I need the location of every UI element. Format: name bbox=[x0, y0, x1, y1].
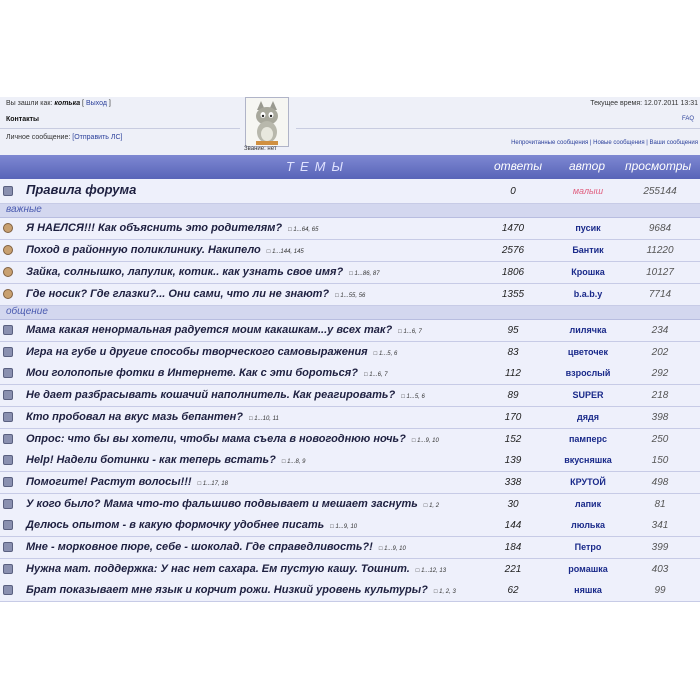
page-links[interactable]: □ 1...9, 10 bbox=[411, 437, 439, 444]
topic-row[interactable] bbox=[0, 494, 700, 516]
page-numbers[interactable]: 1...55, 56 bbox=[340, 293, 366, 299]
pm-label: Личное сообщение: bbox=[6, 134, 71, 141]
topic-title-text[interactable]: Поход в районную поликлинику. Накипело bbox=[26, 244, 261, 256]
topic-title-text[interactable]: Помогите! Растут волосы!!! bbox=[26, 475, 192, 488]
page-links[interactable]: □ 1...144, 145 bbox=[266, 249, 304, 255]
page-links[interactable]: □ 1...17, 18 bbox=[197, 480, 228, 487]
message-links[interactable]: Непрочитанные сообщения | Новые сообщения | Ваши сообщения bbox=[511, 140, 698, 146]
view-count: 255144 bbox=[643, 186, 677, 197]
topic-title[interactable] bbox=[26, 498, 439, 510]
topic-title[interactable] bbox=[26, 584, 456, 596]
topic-title-text[interactable]: Брат показывает мне язык и корчит рожи. Низкий уровень культуры? bbox=[26, 584, 428, 597]
topic-author[interactable]: взрослый bbox=[565, 368, 611, 379]
view-count: 218 bbox=[651, 390, 669, 402]
topic-author[interactable]: цветочек bbox=[567, 346, 609, 357]
page-links[interactable]: □ 1...6, 7 bbox=[363, 372, 388, 379]
topic-title[interactable] bbox=[26, 244, 304, 256]
page-links[interactable]: □ 1...5, 6 bbox=[401, 394, 425, 401]
view-count: 498 bbox=[651, 476, 669, 488]
topic-row[interactable] bbox=[0, 559, 700, 581]
reply-count: 62 bbox=[507, 585, 519, 597]
page-links[interactable]: □ 1, 2 bbox=[423, 502, 440, 509]
topic-row[interactable] bbox=[0, 407, 700, 429]
section-general bbox=[0, 306, 700, 320]
view-count: 81 bbox=[654, 498, 666, 510]
topic-row[interactable] bbox=[0, 385, 700, 407]
cat-avatar-icon bbox=[246, 98, 288, 146]
topic-author[interactable]: пусик bbox=[575, 223, 601, 233]
page-links[interactable]: □ 1...55, 56 bbox=[335, 293, 366, 299]
topic-title-text[interactable]: Зайка, солнышко, лапулик, котик.. как узнать свое имя? bbox=[26, 266, 344, 278]
topic-author[interactable]: b.a.b.y bbox=[573, 289, 603, 299]
contacts-label: Контакты bbox=[6, 116, 40, 123]
page-numbers[interactable]: 1...12, 13 bbox=[421, 567, 447, 574]
divider bbox=[296, 128, 700, 129]
view-count: 341 bbox=[651, 520, 669, 532]
topic-icon bbox=[3, 477, 13, 487]
reply-count: 112 bbox=[505, 368, 521, 380]
reply-count: 338 bbox=[504, 476, 522, 488]
reply-count: 152 bbox=[504, 433, 522, 445]
page-numbers[interactable]: 1...5, 6 bbox=[378, 350, 398, 357]
topic-icon bbox=[3, 412, 13, 422]
topic-author[interactable]: лилячка bbox=[569, 325, 607, 335]
topic-icon bbox=[3, 455, 13, 465]
topic-icon bbox=[3, 434, 13, 444]
topic-author[interactable]: люлька bbox=[571, 520, 605, 531]
topic-icon bbox=[3, 223, 13, 233]
page-links[interactable]: □ 1...6, 7 bbox=[398, 329, 422, 335]
topic-title[interactable] bbox=[26, 266, 380, 278]
rules-row[interactable] bbox=[0, 179, 700, 204]
view-count: 150 bbox=[651, 455, 669, 467]
view-count: 9684 bbox=[648, 223, 672, 234]
page-numbers[interactable]: 1, 2, 3 bbox=[439, 589, 456, 596]
reply-count: 1470 bbox=[501, 223, 525, 234]
topic-row[interactable] bbox=[0, 450, 700, 472]
topic-title-text[interactable]: Мама какая ненормальная радуется моим какашкам...у всех так? bbox=[26, 324, 393, 336]
reply-count: 95 bbox=[507, 325, 519, 336]
page-links[interactable]: □ 1...86, 87 bbox=[349, 271, 380, 277]
column-author: автор bbox=[569, 159, 606, 173]
topic-icon bbox=[3, 390, 13, 400]
view-count: 99 bbox=[654, 585, 666, 597]
reply-count: 2576 bbox=[501, 245, 525, 256]
topic-author[interactable]: памперс bbox=[568, 433, 608, 444]
topic-icon bbox=[3, 499, 13, 509]
topic-title[interactable] bbox=[26, 324, 422, 336]
topic-title[interactable] bbox=[26, 346, 397, 358]
topic-row[interactable] bbox=[0, 515, 700, 537]
topic-icon bbox=[3, 520, 13, 530]
forum-frame bbox=[0, 97, 700, 602]
column-topics: ТЕМЫ bbox=[286, 159, 349, 174]
topic-title-text[interactable]: Я НАЕЛСЯ!!! Как объяснить это родителям? bbox=[26, 222, 283, 234]
topic-title[interactable] bbox=[26, 563, 446, 575]
topic-title[interactable] bbox=[26, 519, 357, 531]
topic-title[interactable] bbox=[26, 367, 388, 379]
topic-icon bbox=[3, 267, 13, 277]
topic-row[interactable] bbox=[0, 363, 700, 385]
topic-author[interactable]: ромашка bbox=[568, 563, 608, 574]
view-count: 234 bbox=[651, 325, 669, 336]
page-numbers[interactable]: 1...10, 11 bbox=[254, 415, 279, 422]
page-numbers[interactable]: 1...6, 7 bbox=[369, 372, 388, 379]
rank-label: Звание: нет bbox=[244, 146, 277, 152]
topic-title-text[interactable]: У кого было? Мама что-то фальшиво подвывает и мешает заснуть bbox=[26, 497, 418, 510]
page-numbers[interactable]: 1...9, 10 bbox=[384, 546, 406, 552]
page-links[interactable]: □ 1...64, 65 bbox=[288, 227, 319, 233]
divider bbox=[0, 128, 240, 129]
topic-title-text[interactable]: Игра на губе и другие способы творческого самовыражения bbox=[26, 345, 368, 358]
topic-author[interactable]: лапик bbox=[574, 498, 602, 509]
topic-row[interactable] bbox=[0, 342, 700, 364]
topic-title-text[interactable]: Мне - морковное пюре, себе - шоколад. Где справедливость?! bbox=[26, 541, 373, 553]
page-numbers[interactable]: 1...5, 6 bbox=[406, 394, 425, 401]
reply-count: 184 bbox=[504, 542, 522, 553]
topic-title-text[interactable]: Не дает разбрасывать кошачий наполнитель. Как реагировать? bbox=[26, 389, 396, 402]
topic-row[interactable] bbox=[0, 320, 700, 342]
login-prefix: Вы зашли как: bbox=[6, 100, 53, 107]
page-numbers[interactable]: 1...6, 7 bbox=[403, 329, 422, 335]
topic-title[interactable] bbox=[26, 389, 425, 401]
avatar bbox=[245, 97, 289, 147]
topic-author[interactable]: SUPER bbox=[572, 390, 604, 401]
topic-icon bbox=[3, 347, 13, 357]
page-numbers[interactable]: 1...64, 65 bbox=[293, 227, 319, 233]
reply-count: 0 bbox=[510, 186, 516, 197]
page-links[interactable]: □ 1...8, 9 bbox=[281, 459, 306, 466]
topic-title-text[interactable]: Опрос: что бы вы хотели, чтобы мама съела в новогоднюю ночь? bbox=[26, 432, 406, 445]
page-numbers[interactable]: 1...9, 10 bbox=[335, 524, 358, 531]
reply-count: 89 bbox=[507, 390, 519, 402]
topic-row[interactable] bbox=[0, 472, 700, 494]
view-count: 292 bbox=[651, 368, 669, 380]
topic-author[interactable]: малыш bbox=[572, 186, 604, 196]
topic-title[interactable] bbox=[26, 433, 439, 445]
page-numbers[interactable]: 1...17, 18 bbox=[202, 480, 228, 487]
topic-author[interactable]: няшка bbox=[574, 585, 602, 596]
current-time: Текущее время: 12.07.2011 13:31 bbox=[590, 100, 698, 107]
topic-title-text[interactable]: Делюсь опытом - в какую формочку удобнее писать bbox=[26, 519, 325, 532]
topic-title[interactable] bbox=[26, 454, 305, 466]
topic-row[interactable] bbox=[0, 537, 700, 559]
view-count: 399 bbox=[651, 542, 669, 553]
topic-icon bbox=[3, 585, 13, 595]
view-count: 7714 bbox=[648, 289, 672, 300]
topic-title[interactable] bbox=[26, 222, 318, 234]
reply-count: 30 bbox=[507, 498, 519, 510]
logout-link[interactable]: Выход bbox=[85, 100, 107, 107]
topic-row[interactable] bbox=[0, 262, 700, 284]
reply-count: 1806 bbox=[501, 267, 525, 278]
page-links[interactable]: □ 1...5, 6 bbox=[373, 350, 398, 357]
topic-icon bbox=[3, 186, 13, 196]
column-replies: ответы bbox=[494, 159, 543, 173]
topic-row[interactable] bbox=[0, 284, 700, 306]
login-info: Вы зашли как: котька [ Выход ] bbox=[6, 100, 111, 107]
page-numbers[interactable]: 1...86, 87 bbox=[354, 271, 380, 277]
topic-title-text[interactable]: Где носик? Где глазки?... Они сами, что ли не знают? bbox=[26, 288, 330, 300]
page-numbers[interactable]: 1...144, 145 bbox=[272, 249, 304, 255]
topic-author[interactable]: Крошка bbox=[571, 267, 605, 277]
view-count: 202 bbox=[651, 346, 669, 358]
table-header bbox=[0, 155, 700, 179]
topic-author[interactable]: вкусняшка bbox=[564, 455, 612, 466]
topic-icon bbox=[3, 564, 13, 574]
view-count: 398 bbox=[651, 411, 669, 423]
reply-count: 1355 bbox=[501, 289, 525, 300]
page-links[interactable]: □ 1...12, 13 bbox=[415, 567, 447, 574]
page-links[interactable]: □ 1...10, 11 bbox=[248, 415, 279, 422]
topic-author[interactable]: Бантик bbox=[572, 245, 604, 255]
topic-author[interactable]: дядя bbox=[577, 411, 599, 422]
reply-count: 170 bbox=[504, 411, 522, 423]
pm-row bbox=[6, 134, 122, 141]
section-label: важные bbox=[6, 204, 42, 215]
topic-title[interactable] bbox=[26, 411, 279, 423]
faq-link[interactable]: FAQ bbox=[681, 116, 694, 122]
topic-title-text[interactable]: Кто пробовал на вкус мазь бепантен? bbox=[26, 410, 243, 423]
page-numbers[interactable]: 1, 2 bbox=[429, 502, 440, 509]
topic-author[interactable]: Петро bbox=[574, 542, 602, 552]
reply-count: 221 bbox=[504, 563, 522, 575]
reply-count: 83 bbox=[507, 346, 519, 358]
topic-icon bbox=[3, 542, 13, 552]
topic-title[interactable] bbox=[26, 288, 365, 300]
page-numbers[interactable]: 1...8, 9 bbox=[287, 459, 306, 466]
topic-row[interactable] bbox=[0, 240, 700, 262]
page-links[interactable]: □ 1, 2, 3 bbox=[433, 589, 456, 596]
column-views: просмотры bbox=[625, 159, 692, 173]
page-links[interactable]: □ 1...9, 10 bbox=[330, 524, 358, 531]
topic-icon bbox=[3, 368, 13, 378]
topic-title-text[interactable]: Help! Надели ботинки - как теперь встать? bbox=[26, 454, 276, 467]
top-bar bbox=[0, 97, 700, 155]
topic-title[interactable] bbox=[26, 541, 406, 553]
topic-icon bbox=[3, 325, 13, 335]
view-count: 250 bbox=[651, 433, 669, 445]
send-pm-link[interactable]: [Отправить ЛС] bbox=[72, 134, 123, 141]
view-count: 10127 bbox=[646, 267, 674, 278]
section-label: общение bbox=[6, 306, 48, 317]
section-important bbox=[0, 204, 700, 218]
topic-row[interactable] bbox=[0, 218, 700, 240]
view-count: 403 bbox=[651, 563, 669, 575]
topic-title[interactable]: Правила форума bbox=[26, 182, 137, 197]
topic-author[interactable]: КРУТОЙ bbox=[570, 476, 606, 487]
topic-title-text[interactable]: Мои голопопые фотки в Интернете. Как с эти бороться? bbox=[26, 367, 358, 380]
username-link[interactable]: котька bbox=[54, 100, 81, 107]
topic-title[interactable] bbox=[26, 476, 228, 488]
topic-row[interactable] bbox=[0, 429, 700, 451]
view-count: 11220 bbox=[646, 245, 674, 256]
reply-count: 139 bbox=[504, 455, 522, 467]
topic-title-text[interactable]: Нужна мат. поддержка: У нас нет сахара. Ем пустую кашу. Тошнит. bbox=[26, 562, 410, 575]
page-links[interactable]: □ 1...9, 10 bbox=[378, 546, 406, 552]
topic-icon bbox=[3, 245, 13, 255]
topic-row[interactable] bbox=[0, 580, 700, 602]
topic-icon bbox=[3, 289, 13, 299]
page-numbers[interactable]: 1...9, 10 bbox=[417, 437, 439, 444]
reply-count: 144 bbox=[504, 520, 522, 532]
